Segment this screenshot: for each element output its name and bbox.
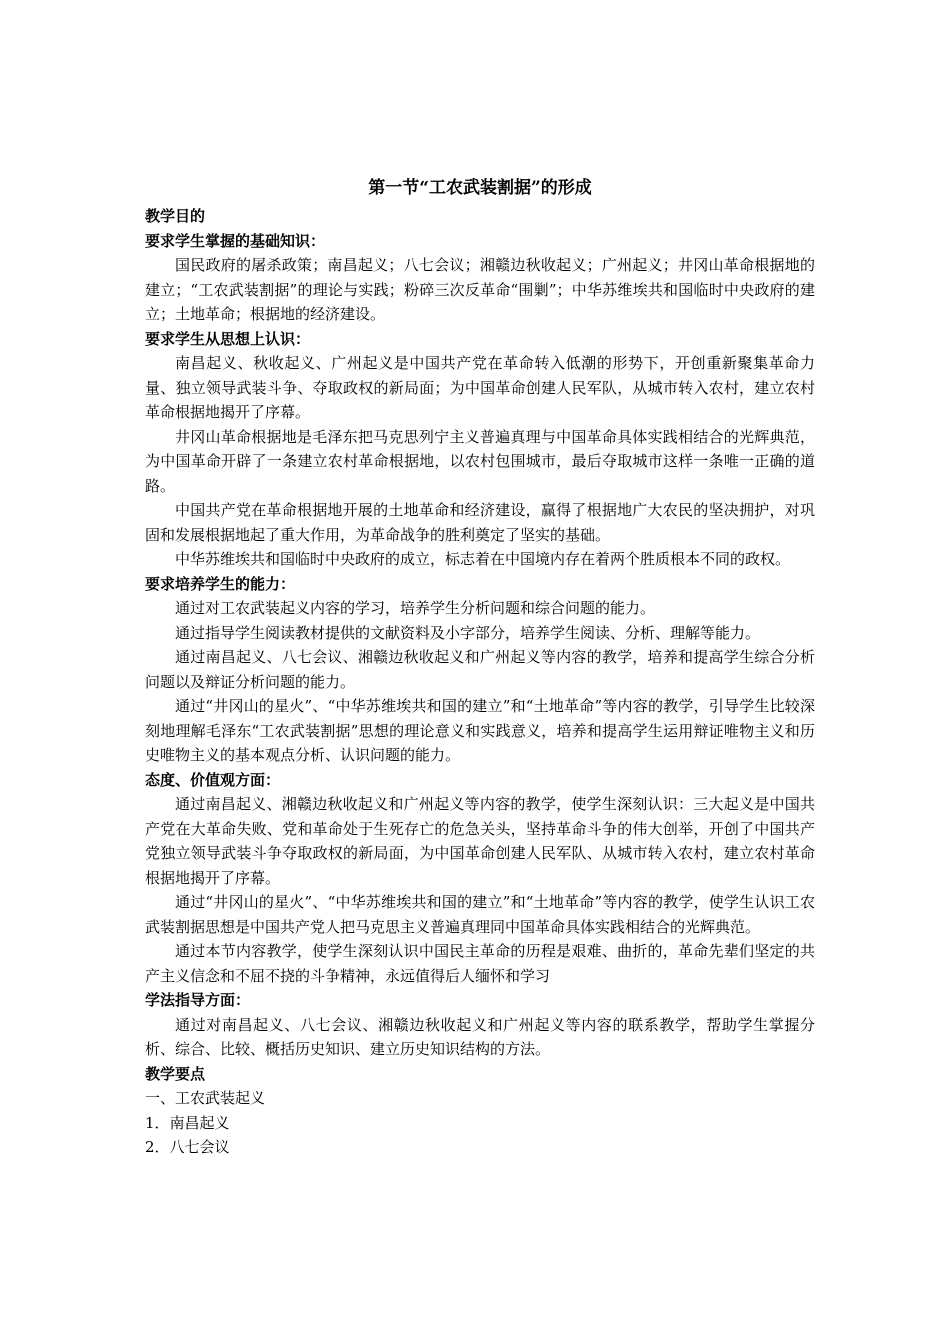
outline-item-2: 1．南昌起义 bbox=[145, 1113, 230, 1132]
document-page bbox=[145, 176, 815, 1160]
attitude-paragraph-2: 通过“井冈山的星火”、“中华苏维埃共和国的建立”和“土地革命”等内容的教学，使学生认识工农武装割据思想是中国共产党人把马克思主义普遍真理同中国革命具体实践相结合的光辉典范。 bbox=[145, 893, 815, 936]
ability-paragraph-4: 通过“井冈山的星火”、“中华苏维埃共和国的建立”和“土地革命”等内容的教学，引导学生比较深刻地理解毛泽东“工农武装割据”思想的理论意义和实践意义，培养和提高学生运用辩证唯物主义和历史唯物主义的基本观点分析、认识问题的能力。 bbox=[145, 697, 815, 764]
page-title: 第一节“工农武装割据”的形成 bbox=[368, 178, 592, 198]
attitude-paragraph-1: 通过南昌起义、湘赣边秋收起义和广州起义等内容的教学，使学生深刻认识：三大起义是中国共产党在大革命失败、党和革命处于生死存亡的危急关头，坚持革命斗争的伟大创举，开创了中国共产党独立领导武装斗争夺取政权的新局面，为中国革命创建人民军队、从城市转入农村，建立农村革命根据地揭开了序幕。 bbox=[145, 795, 815, 887]
ability-paragraph-1: 通过对工农武装起义内容的学习，培养学生分析问题和综合问题的能力。 bbox=[175, 599, 656, 617]
goal-heading: 教学目的 bbox=[145, 207, 206, 225]
outline-item-1: 一、工农武装起义 bbox=[145, 1089, 266, 1107]
knowledge-heading: 要求学生掌握的基础知识： bbox=[145, 231, 326, 250]
attitude-paragraph-3: 通过本节内容教学，使学生深刻认识中国民主革命的历程是艰难、曲折的，革命先辈们坚定的共产主义信念和不屈不挠的斗争精神，永远值得后人缅怀和学习 bbox=[145, 942, 815, 985]
ability-heading: 要求培养学生的能力： bbox=[145, 574, 296, 593]
thought-heading: 要求学生从思想上认识： bbox=[145, 329, 311, 348]
attitude-heading: 态度、价值观方面： bbox=[145, 770, 281, 789]
method-heading: 学法指导方面： bbox=[145, 991, 251, 1009]
ability-paragraph-3: 通过南昌起义、八七会议、湘赣边秋收起义和广州起义等内容的教学，培养和提高学生综合分析问题以及辩证分析问题的能力。 bbox=[145, 648, 815, 691]
thought-paragraph-2: 井冈山革命根据地是毛泽东把马克思列宁主义普遍真理与中国革命具体实践相结合的光辉典范，为中国革命开辟了一条建立农村革命根据地，以农村包围城市，最后夺取城市这样一条唯一正确的道路。 bbox=[145, 427, 815, 495]
method-paragraph: 通过对南昌起义、八七会议、湘赣边秋收起义和广州起义等内容的联系教学，帮助学生掌握分析、综合、比较、概括历史知识、建立历史知识结构的方法。 bbox=[145, 1015, 815, 1058]
thought-paragraph-1: 南昌起义、秋收起义、广州起义是中国共产党在革命转入低潮的形势下，开创重新聚集革命力量、独立领导武装斗争、夺取政权的新局面；为中国革命创建人民军队，从城市转入农村，建立农村革命根据地揭开了序幕。 bbox=[145, 354, 815, 421]
thought-paragraph-4: 中华苏维埃共和国临时中央政府的成立，标志着在中国境内存在着两个胜质根本不同的政权。 bbox=[175, 550, 791, 568]
knowledge-paragraph: 国民政府的屠杀政策；南昌起义；八七会议；湘赣边秋收起义；广州起义；井冈山革命根据地的建立；“工农武装割据”的理论与实践；粉碎三次反革命“围剿”；中华苏维埃共和国临时中央政府的建立；土地革命；根据地的经济建设。 bbox=[145, 256, 815, 323]
keypoints-heading: 教学要点 bbox=[145, 1064, 206, 1083]
thought-paragraph-3: 中国共产党在革命根据地开展的土地革命和经济建设，赢得了根据地广大农民的坚决拥护，对巩固和发展根据地起了重大作用，为革命战争的胜利奠定了坚实的基础。 bbox=[145, 501, 815, 544]
outline-item-3: 2．八七会议 bbox=[145, 1138, 230, 1156]
ability-paragraph-2: 通过指导学生阅读教材提供的文献资料及小字部分，培养学生阅读、分析、理解等能力。 bbox=[175, 623, 761, 642]
